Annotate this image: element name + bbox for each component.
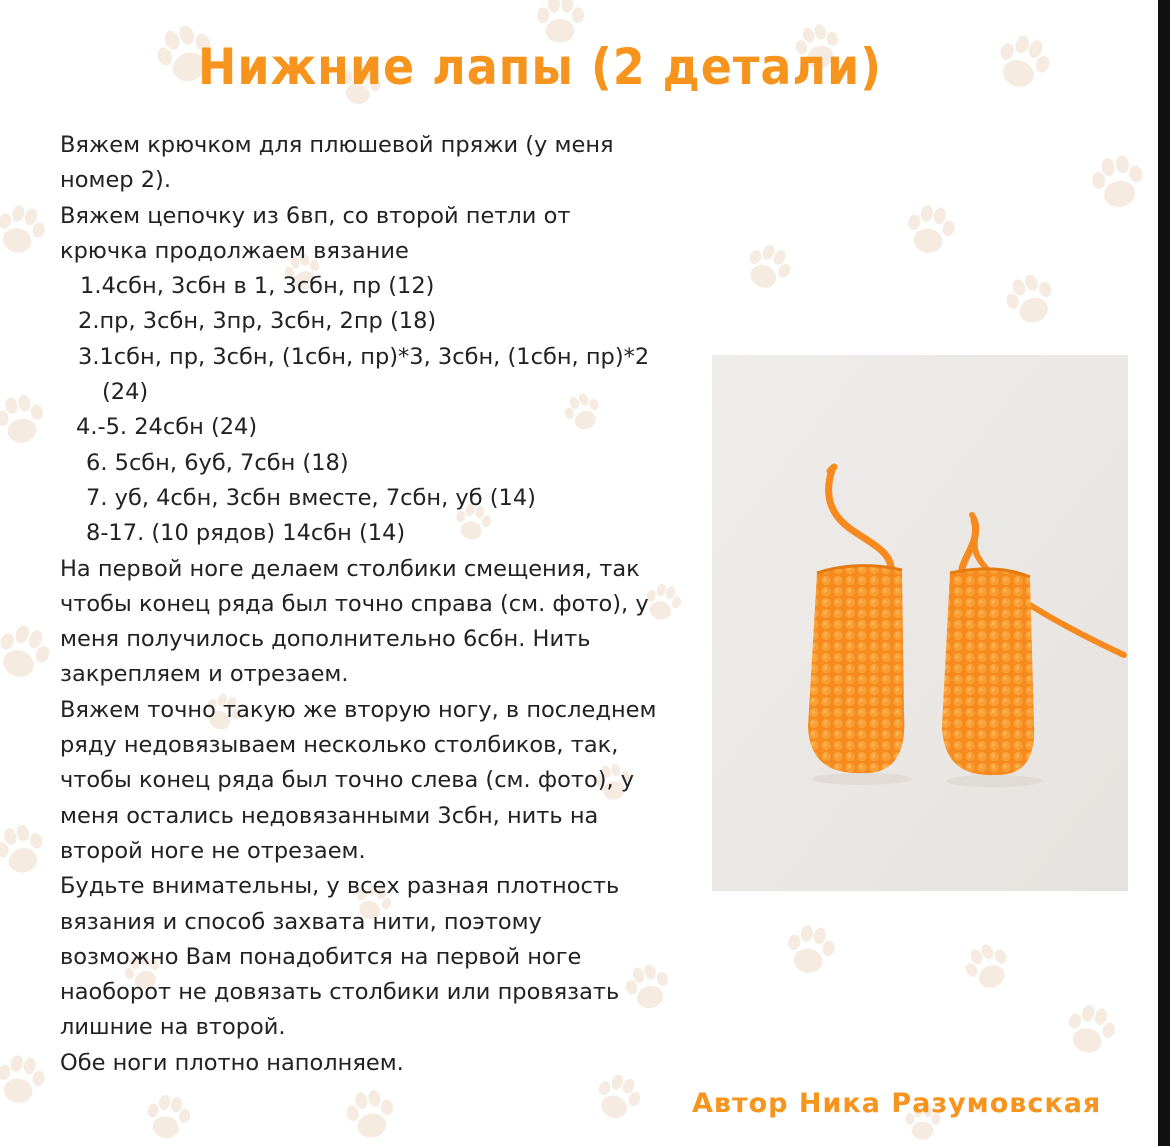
paragraph-line: меня остались недовязанными 3сбн, нить на	[60, 802, 599, 829]
paragraph-line: возможно Вам понадобится на первой ноге	[60, 943, 582, 970]
intro-line: номер 2).	[60, 167, 171, 194]
pattern-row	[60, 481, 710, 516]
row-text: -5. 24сбн (24)	[97, 414, 258, 441]
paragraph-line: Вяжем точно такую же вторую ногу, в последнем	[60, 696, 657, 723]
paw-print-icon	[0, 611, 64, 694]
pattern-row	[60, 340, 710, 375]
pattern-row	[60, 375, 710, 410]
page-title: Нижние лапы (2 детали)	[197, 38, 883, 96]
paw-print-icon	[136, 1086, 200, 1146]
paw-print-icon	[1080, 145, 1155, 220]
paragraph-line: второй ноге не отрезаем.	[60, 837, 366, 864]
row-text: пр, 3сбн, 3пр, 3сбн, 2пр (18)	[99, 308, 437, 335]
page-edge	[1158, 0, 1170, 1146]
paragraph-line: вязания и способ захвата нити, поэтому	[60, 908, 542, 935]
author-credit: Автор Ника Разумовская	[692, 1088, 1102, 1119]
paw-print-icon	[0, 385, 55, 455]
pattern-row	[60, 269, 710, 304]
paw-print-icon	[335, 1080, 405, 1146]
row-text: уб, 4сбн, 3сбн вместе, 7сбн, уб (14)	[114, 484, 536, 511]
paragraph-line: лишние на второй.	[60, 1014, 286, 1041]
paragraph-line: ряду недовязываем несколько столбиков, так,	[60, 732, 619, 759]
paragraph-line: Будьте внимательны, у всех разная плотность	[60, 873, 620, 900]
paw-print-icon	[1053, 993, 1126, 1066]
row-text: (10 рядов) 14сбн (14)	[151, 520, 406, 547]
paw-print-icon	[0, 813, 57, 886]
paw-print-icon	[775, 915, 845, 985]
paragraph-line: наоборот не довязать столбики или провязать	[60, 979, 620, 1006]
right-leg	[942, 569, 1034, 775]
intro-line: крючка продолжаем вязание	[60, 237, 409, 264]
row-number: 2.	[78, 308, 100, 335]
row-number: 7.	[86, 484, 108, 511]
paw-print-icon	[895, 195, 965, 265]
paragraph-line: Обе ноги плотно наполняем.	[60, 1049, 404, 1076]
intro-line: Вяжем цепочку из 6вп, со второй петли от	[60, 202, 571, 229]
instructions-text	[60, 128, 710, 1081]
paw-print-icon	[0, 193, 57, 266]
left-leg	[808, 566, 904, 773]
row-text: 4сбн, 3сбн в 1, 3сбн, пр (12)	[101, 273, 435, 300]
crochet-legs-photo	[712, 355, 1128, 891]
paragraph-line: закрепляем и отрезаем.	[60, 661, 349, 688]
paw-print-icon	[0, 1045, 55, 1115]
row-text: (24)	[102, 379, 149, 406]
row-number: 4.	[76, 414, 98, 441]
legs-illustration	[712, 355, 1128, 891]
paw-print-icon	[731, 231, 804, 304]
paw-print-icon	[951, 931, 1024, 1004]
paragraph-line: чтобы конец ряда был точно слева (см. фото), у	[60, 767, 635, 794]
row-number: 6.	[86, 449, 108, 476]
paw-print-icon	[992, 262, 1069, 339]
intro-line: Вяжем крючком для плюшевой пряжи (у меня	[60, 132, 614, 158]
pattern-row	[60, 516, 710, 551]
row-number: 8-17.	[86, 520, 145, 547]
pattern-row	[60, 446, 710, 481]
paragraph-line: На первой ноге делаем столбики смещения, так	[60, 555, 640, 582]
row-number: 1.	[80, 273, 102, 300]
pattern-row	[60, 304, 710, 339]
paragraph-line: меня получилось дополнительно 6сбн. Нить	[60, 626, 591, 653]
pattern-row	[60, 410, 710, 445]
row-number: 3.	[78, 343, 100, 370]
row-text: 5сбн, 6уб, 7сбн (18)	[114, 449, 349, 476]
paragraph-line: чтобы конец ряда был точно справа (см. фото), у	[60, 590, 649, 617]
row-text: 1сбн, пр, 3сбн, (1сбн, пр)*3, 3сбн, (1сбн, пр)*2	[99, 343, 650, 370]
